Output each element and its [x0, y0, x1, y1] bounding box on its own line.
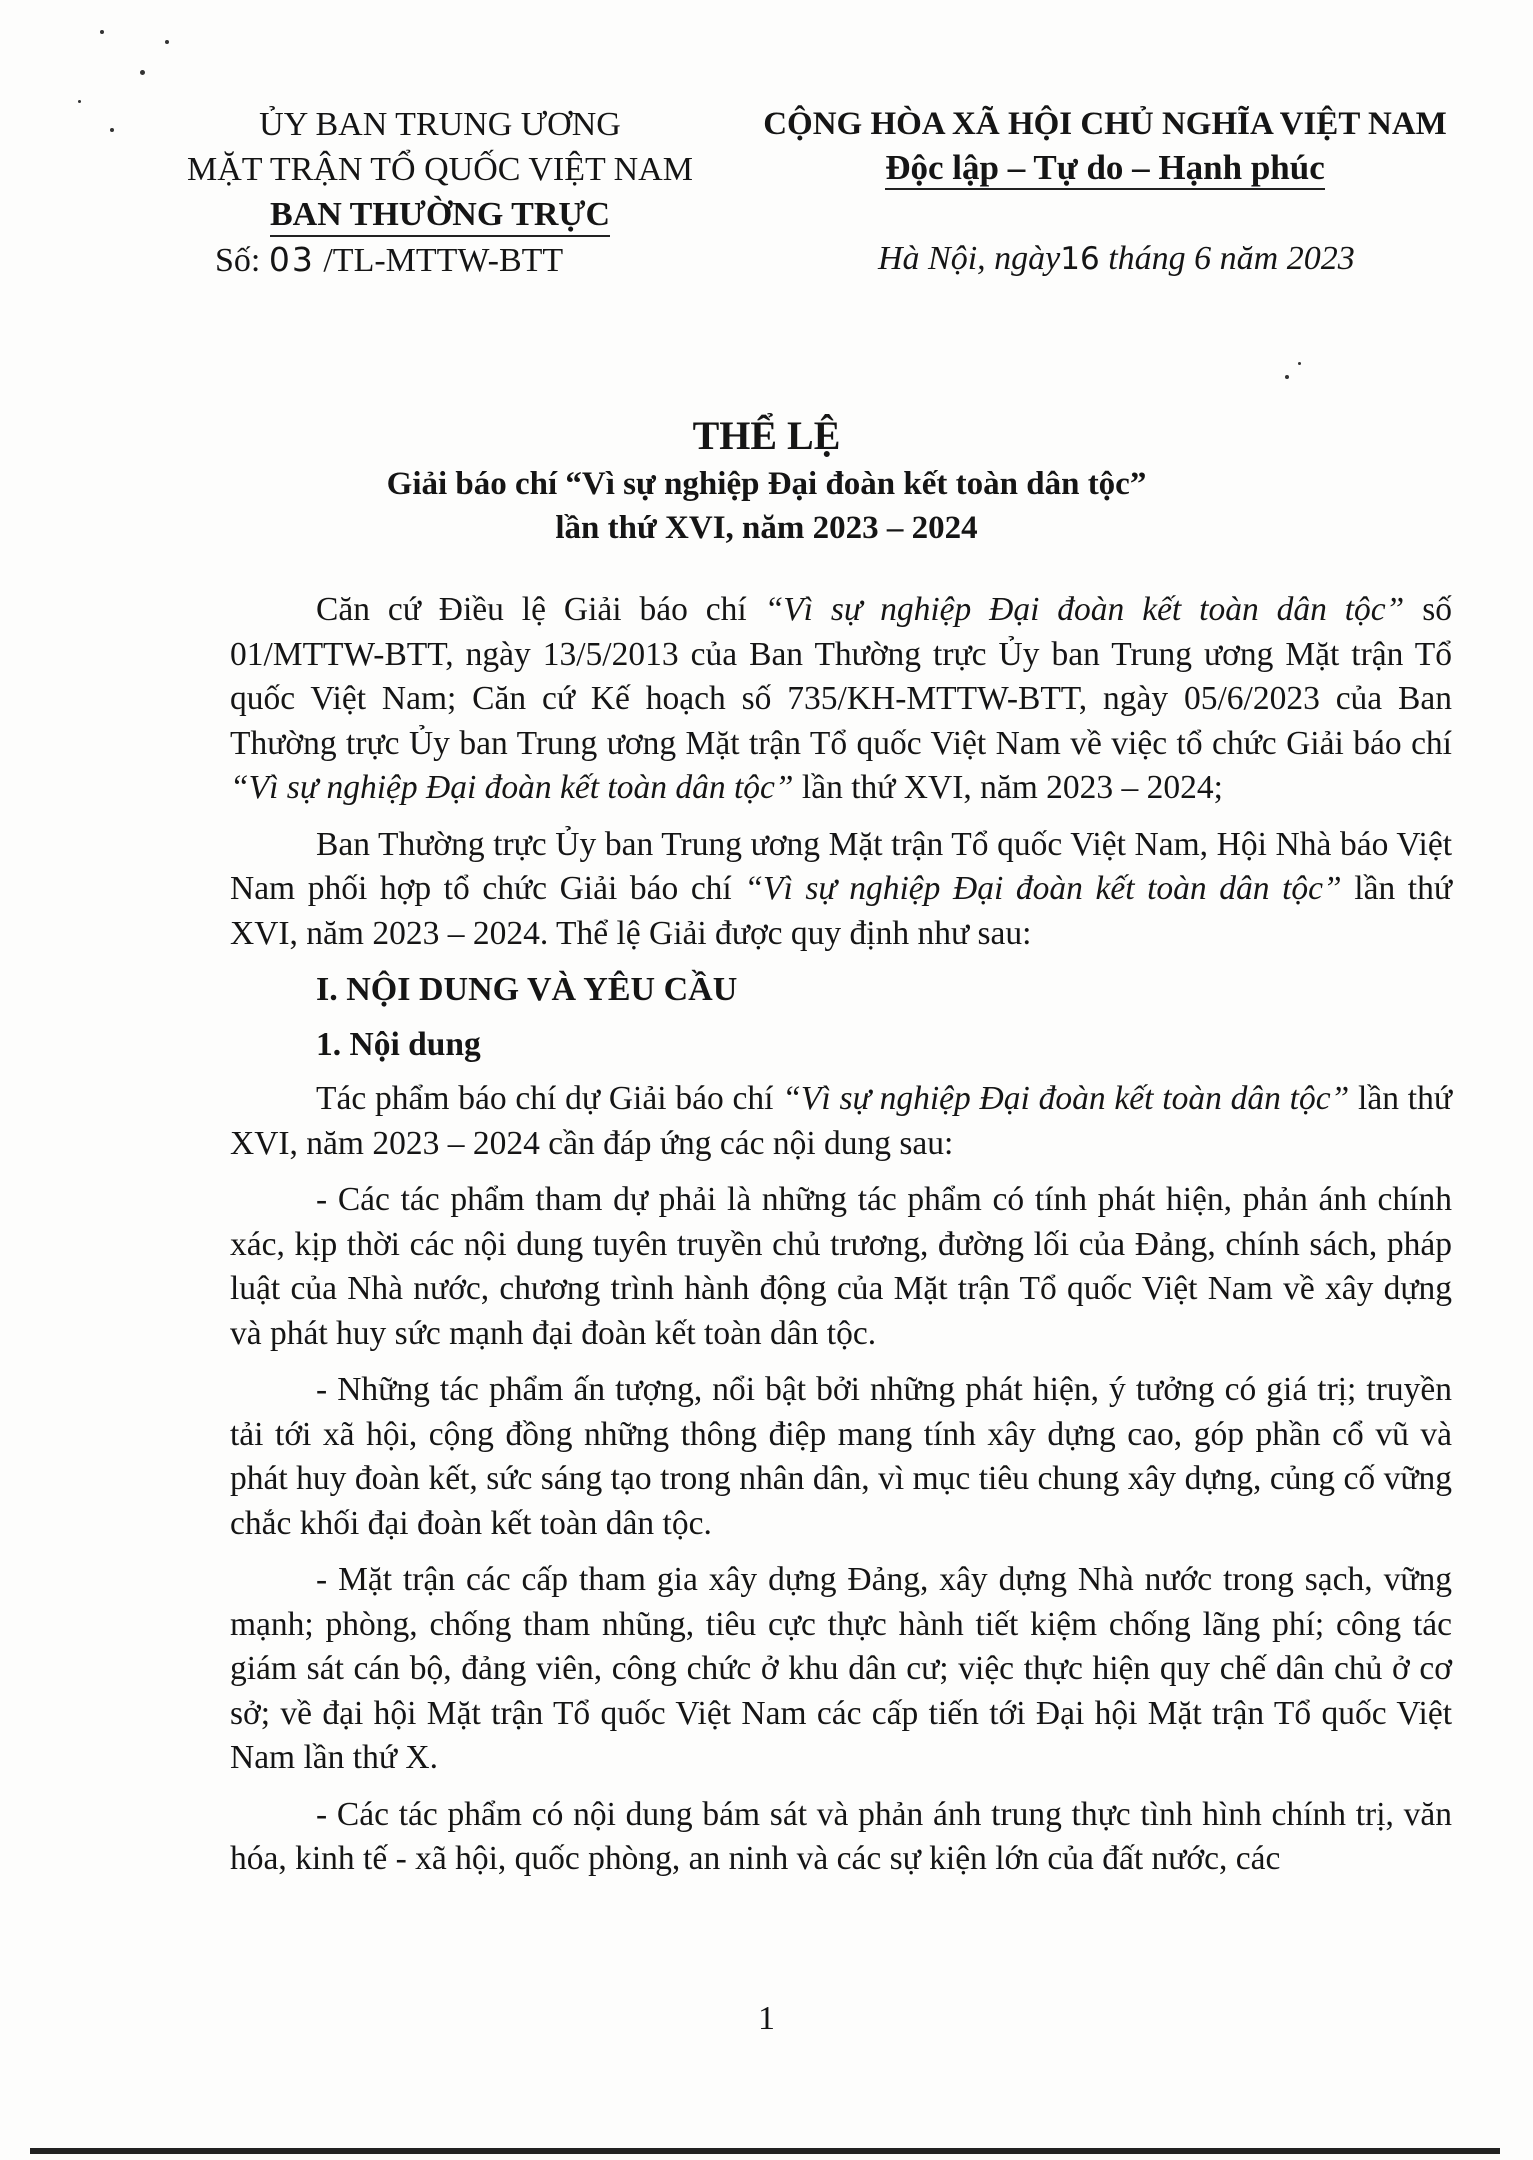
- scan-edge-line: [30, 2148, 1500, 2154]
- scan-speck: [78, 100, 81, 103]
- date-suffix: tháng 6 năm 2023: [1108, 240, 1355, 277]
- number-handwritten: 03: [268, 240, 315, 279]
- scan-speck: [1298, 362, 1301, 365]
- scan-speck: [1285, 375, 1289, 379]
- page-number: 1: [758, 2000, 775, 2037]
- issuing-agency-block: [170, 102, 710, 237]
- paragraph-item: - Mặt trận các cấp tham gia xây dựng Đảng, xây dựng Nhà nước trong sạch, vững mạnh; phòng, chống tham nhũng, tiêu cực thực hành tiết kiệm chống lãng phí; công tác giám sát cán bộ, đảng viên, công chức ở khu dân cư; việc thực hiện quy chế dân chủ ở cơ sở; về đại hội Mặt trận Tổ quốc Việt Nam các cấp tiến tới Đại hội Mặt trận Tổ quốc Việt Nam lần thứ X.: [230, 1561, 1452, 1776]
- date-prefix: Hà Nội, ngày: [878, 240, 1061, 277]
- scan-speck: [165, 40, 169, 44]
- scan-speck: [140, 70, 145, 75]
- document-subtitle: Giải báo chí “Vì sự nghiệp Đại đoàn kết toàn dân tộc”: [386, 466, 1147, 502]
- national-motto: Độc lập – Tự do – Hạnh phúc: [885, 148, 1325, 190]
- national-heading-block: [745, 102, 1465, 192]
- scan-speck: [110, 128, 114, 132]
- issue-date: [878, 240, 1355, 278]
- paragraph-item: - Các tác phẩm có nội dung bám sát và phản ánh trung thực tình hình chính trị, văn hóa, kinh tế - xã hội, quốc phòng, an ninh và các sự kiện lớn của đất nước, các: [230, 1795, 1452, 1877]
- agency-name: BAN THƯỜNG TRỰC: [270, 195, 610, 237]
- national-title: CỘNG HÒA XÃ HỘI CHỦ NGHĨA VIỆT NAM: [763, 106, 1447, 142]
- paragraph-item: - Các tác phẩm tham dự phải là những tác phẩm có tính phát hiện, phản ánh chính xác, kịp thời các nội dung tuyên truyền chủ trương, đường lối của Đảng, chính sách, pháp luật của Nhà nước, chương trình hành động của Mặt trận Tổ quốc Việt Nam về xây dựng và phát huy sức mạnh đại đoàn kết toàn dân tộc.: [230, 1181, 1452, 1352]
- agency-line-1: ỦY BAN TRUNG ƯƠNG: [259, 106, 621, 143]
- number-suffix: /TL-MTTW-BTT: [323, 242, 564, 279]
- document-subtitle-edition: lần thứ XVI, năm 2023 – 2024: [555, 510, 978, 546]
- number-prefix: Số:: [215, 242, 261, 279]
- paragraph-item: - Những tác phẩm ấn tượng, nổi bật bởi những phát hiện, ý tưởng có giá trị; truyền tải tới xã hội, cộng đồng những thông điệp mang tính xây dựng cao, góp phần cổ vũ và phát huy đoàn kết, sức sáng tạo trong nhân dân, vì mục tiêu chung xây dựng, củng cố vững chắc khối đại đoàn kết toàn dân tộc.: [230, 1371, 1452, 1542]
- scan-speck: [100, 30, 104, 34]
- paragraph-organizers: Ban Thường trực Ủy ban Trung ương Mặt trận Tổ quốc Việt Nam, Hội Nhà báo Việt Nam phối hợp tổ chức Giải báo chí “Vì sự nghiệp Đại đoàn kết toàn dân tộc” lần thứ XVI, năm 2023 – 2024. Thể lệ Giải được quy định như sau:: [230, 825, 1453, 952]
- subsection-heading: 1. Nội dung: [316, 1025, 481, 1063]
- agency-line-2: MẶT TRẬN TỔ QUỐC VIỆT NAM: [187, 151, 693, 188]
- document-title: THỂ LỆ: [692, 413, 841, 458]
- document-title-block: [0, 410, 1533, 550]
- date-day-handwritten: 16: [1060, 241, 1100, 277]
- paragraph-legal-basis: Căn cứ Điều lệ Giải báo chí “Vì sự nghiệp Đại đoàn kết toàn dân tộc” số 01/MTTW-BTT, ngày 13/5/2013 của Ban Thường trực Ủy ban Trung ương Mặt trận Tổ quốc Việt Nam; Căn cứ Kế hoạch số 735/KH-MTTW-BTT, ngày 05/6/2023 của Ban Thường trực Ủy ban Trung ương Mặt trận Tổ quốc Việt Nam về việc tổ chức Giải báo chí “Vì sự nghiệp Đại đoàn kết toàn dân tộc” lần thứ XVI, năm 2023 – 2024;: [230, 591, 1452, 806]
- document-number: [215, 240, 563, 280]
- paragraph-content-intro: Tác phẩm báo chí dự Giải báo chí “Vì sự nghiệp Đại đoàn kết toàn dân tộc” lần thứ XVI, năm 2023 – 2024 cần đáp ứng các nội dung sau:: [230, 1080, 1453, 1162]
- document-body: [230, 588, 1452, 1894]
- section-heading: I. NỘI DUNG VÀ YÊU CẦU: [316, 971, 738, 1008]
